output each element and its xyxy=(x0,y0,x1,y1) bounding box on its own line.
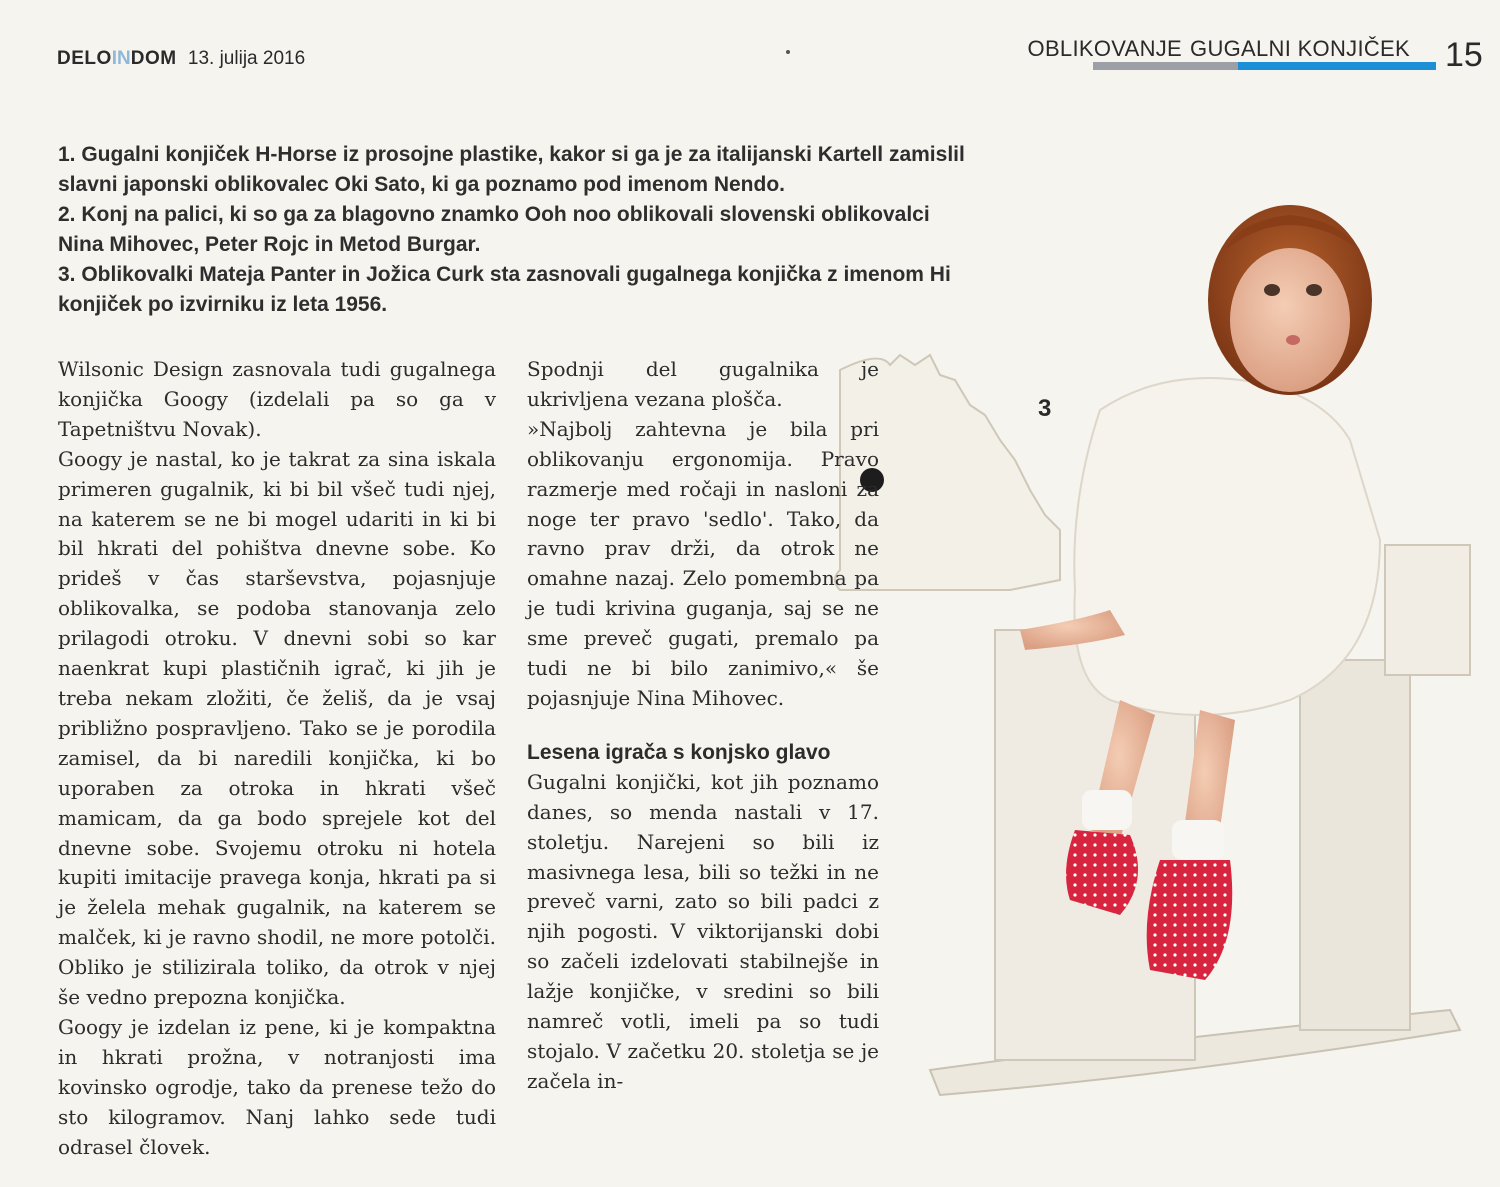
separator-dot xyxy=(786,50,790,54)
paragraph: Googy je izdelan iz pene, ki je kompaktna in hkrati prožna, v notranjosti ima kovinsko ogrodje, tako da prenese težo do sto kilogramov. Nanj lahko sede tudi odrasel človek. xyxy=(58,1014,496,1159)
caption-1: 1. Gugalni konjiček H-Horse iz prosojne plastike, kakor si ga je za italijanski Kartell zamislil slavni japonski oblikovalec Oki Sato, ki ga poznamo pod imenom Nendo. xyxy=(58,143,965,196)
masthead-delo: DELO xyxy=(57,48,112,69)
photo-number: 3 xyxy=(1038,395,1052,422)
section-header xyxy=(1028,36,1410,62)
rocking-horse-photo xyxy=(820,140,1500,1150)
section-label: OBLIKOVANJE xyxy=(1027,36,1183,61)
caption-3: 3. Oblikovalki Mateja Panter in Jožica Curk sta zasnovali gugalnega konjička z imenom Hi konjiček po izvirniku iz leta 1956. xyxy=(58,263,951,316)
paragraph: Spodnji del gugalnika je ukrivljena vezana plošča. xyxy=(527,357,879,411)
paragraph: »Najbolj zahtevna je bila pri oblikovanju ergonomija. Pravo razmerje med ročaji in nasloni za noge ter pravo 'sedlo'. Tako, da ravno prav drži, da otrok ne omahne nazaj. Zelo pomembna pa je tudi krivina guganja, saj se ne sme preveč gugati, premalo pa tudi ne bi bilo zanimivo,« še pojasnjuje Nina Mihovec. xyxy=(527,416,879,710)
caption-2: 2. Konj na palici, ki so ga za blagovno znamko Ooh noo oblikovali slovenski oblikovalci Nina Mihovec, Peter Rojc in Metod Burgar. xyxy=(58,203,930,256)
article-column-1 xyxy=(58,355,496,1162)
masthead-dom: DOM xyxy=(130,48,177,69)
paragraph: Googy je nastal, ko je takrat za sina iskala primeren gugalnik, ki bi bil všeč tudi njej, na katerem se ne bi mogel udariti in ki bi bil hkrati del pohištva dnevne sobe. Ko prideš v čas starševstva, pojasnjuje oblikovalka, se podoba stanovanja zelo prilagodi otroku. V dnevni sobi so kar naenkrat kupi plastičnih igrač, ki jih je treba nekam zložiti, če želiš, da je vsaj približno pospravljeno. Tako se je porodila zamisel, da bi naredili konjička, ki bo uporaben za otroka in hkrati všeč mamicam, da ga bodo sprejele kot del dnevne sobe. Svojemu otroku ni hotela kupiti imitacije pravega konja, hkrati pa si je želela mehak gugalnik, na katerem se malček, ki je ravno shodil, ne more potolči. Obliko je stilizirala toliko, da otrok v njej še vedno prepozna konjička. xyxy=(58,446,496,1010)
page-number: 15 xyxy=(1445,36,1483,74)
subheading: Lesena igrača s konjsko glavo xyxy=(527,740,831,764)
paragraph: Wilsonic Design zasnovala tudi gugalnega konjička Googy (izdelali pa so ga v Tapetništvu Novak). xyxy=(58,357,496,441)
masthead xyxy=(57,48,305,70)
issue-date: 13. julija 2016 xyxy=(187,48,306,69)
masthead-in: IN xyxy=(111,48,131,69)
section-rule-blue xyxy=(1238,62,1436,70)
article-column-2 xyxy=(527,355,879,1097)
topic-label: GUGALNI KONJIČEK xyxy=(1190,36,1410,61)
paragraph: Gugalni konjički, kot jih poznamo danes, so menda nastali v 17. stoletju. Narejeni so bili iz masivnega lesa, bili so težki in ne preveč varni, zato so bili padci z njih pogosti. V viktorijanski dobi so začeli izdelovati stabilnejše in lažje konjičke, v sredini so bili namreč votli, imeli pa so tudi stojalo. V začetku 20. stoletja se je začela in- xyxy=(527,769,879,1093)
